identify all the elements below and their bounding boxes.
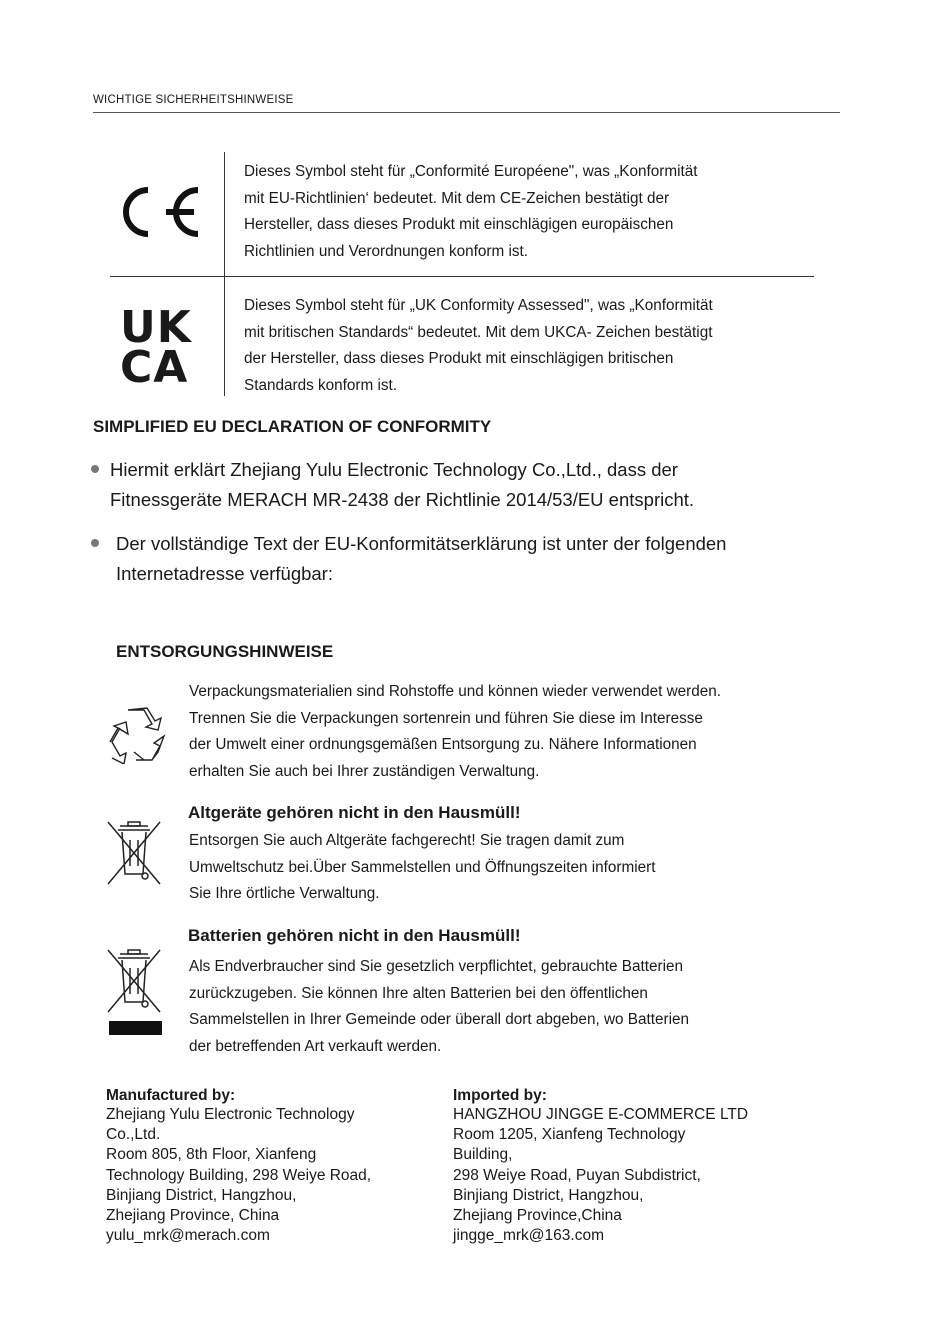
declaration-bullet-1: Hiermit erklärt Zhejiang Yulu Electronic Technology Co.,Ltd., dass der Fitnessgeräte MERACH MR-2438 der Richtlinie 2014/53/EU entspricht. <box>110 459 695 510</box>
header-divider <box>93 112 840 113</box>
battery-bin-bar <box>109 1021 162 1035</box>
declaration-title: SIMPLIFIED EU DECLARATION OF CONFORMITY <box>93 417 492 436</box>
ukca-mark-line2: CA <box>120 342 189 393</box>
batteries-text: Als Endverbraucher sind Sie gesetzlich verpflichtet, gebrauchte Batterien zurückzugeben. Sie können Ihre alten Batterien bei den öffentlichen Sammelstellen in Ihrer Gemeinde oder überall dort abgeben, wo Batterien der betreffenden Art verkauft werden. <box>189 958 689 1056</box>
declaration-bullet-2: Der vollständige Text der EU-Konformitätserklärung ist unter der folgenden Internetadresse verfügbar: <box>116 533 727 584</box>
ce-mark-icon <box>112 182 202 242</box>
old-devices-text: Entsorgen Sie auch Altgeräte fachgerecht! Sie tragen damit zum Umweltschutz bei.Über Sammelstellen und Öffnungszeiten informiert Sie Ihre örtliche Verwaltung. <box>189 832 656 903</box>
importer-address: HANGZHOU JINGGE E-COMMERCE LTD Room 1205, Xianfeng Technology Building, 298 Weiye Road, Puyan Subdistrict, Binjiang District, Hangzhou, Zhejiang Province,China jingge_mrk@163.com <box>453 1106 749 1245</box>
page-header-title: WICHTIGE SICHERHEITSHINWEISE <box>93 94 294 106</box>
ukca-mark-icon <box>120 302 192 393</box>
importer-heading: Imported by: <box>453 1087 547 1104</box>
manufacturer-heading: Manufactured by: <box>106 1087 236 1104</box>
ukca-mark-line1: UK <box>120 302 192 353</box>
old-devices-heading: Altgeräte gehören nicht in den Hausmüll! <box>188 803 521 822</box>
battery-bin-icon <box>106 948 162 1014</box>
ukca-description: Dieses Symbol steht für „UK Conformity Assessed", was „Konformität mit britischen Standards“ bedeutet. Mit dem UKCA- Zeichen bestätigt der Hersteller, dass dieses Produkt mit einschlägigen britischen Standards konform ist. <box>244 297 713 394</box>
disposal-title: ENTSORGUNGSHINWEISE <box>116 642 334 661</box>
crossed-bin-icon <box>106 820 162 886</box>
ce-description: Dieses Symbol steht für „Conformité Européene", was „Konformität mit EU-Richtlinien‘ bedeutet. Mit dem CE-Zeichen bestätigt der Hersteller, dass dieses Produkt mit einschlägigen europäischen Richtlinien und Verordnungen konform ist. <box>244 163 698 260</box>
recycle-icon <box>106 706 166 764</box>
ukca-column-divider <box>224 277 225 396</box>
packaging-text: Verpackungsmaterialien sind Rohstoffe und können wieder verwendet werden. Trennen Sie die Verpackungen sortenrein und führen Sie diese im Interesse der Umwelt einer ordnungsgemäßen Entsorgung zu. Nähere Informationen erhalten Sie auch bei Ihrer zuständigen Verwaltung. <box>189 683 722 781</box>
ce-column-divider <box>224 152 225 276</box>
manufacturer-address: Zhejiang Yulu Electronic Technology Co.,Ltd. Room 805, 8th Floor, Xianfeng Technology Building, 298 Weiye Road, Binjiang District, Hangzhou, Zhejiang Province, China yulu_mrk@merach.com <box>106 1106 372 1245</box>
bullet-icon <box>91 539 99 547</box>
batteries-heading: Batterien gehören nicht in den Hausmüll! <box>188 926 521 945</box>
bullet-icon <box>91 465 99 473</box>
symbol-row-divider <box>110 276 814 277</box>
